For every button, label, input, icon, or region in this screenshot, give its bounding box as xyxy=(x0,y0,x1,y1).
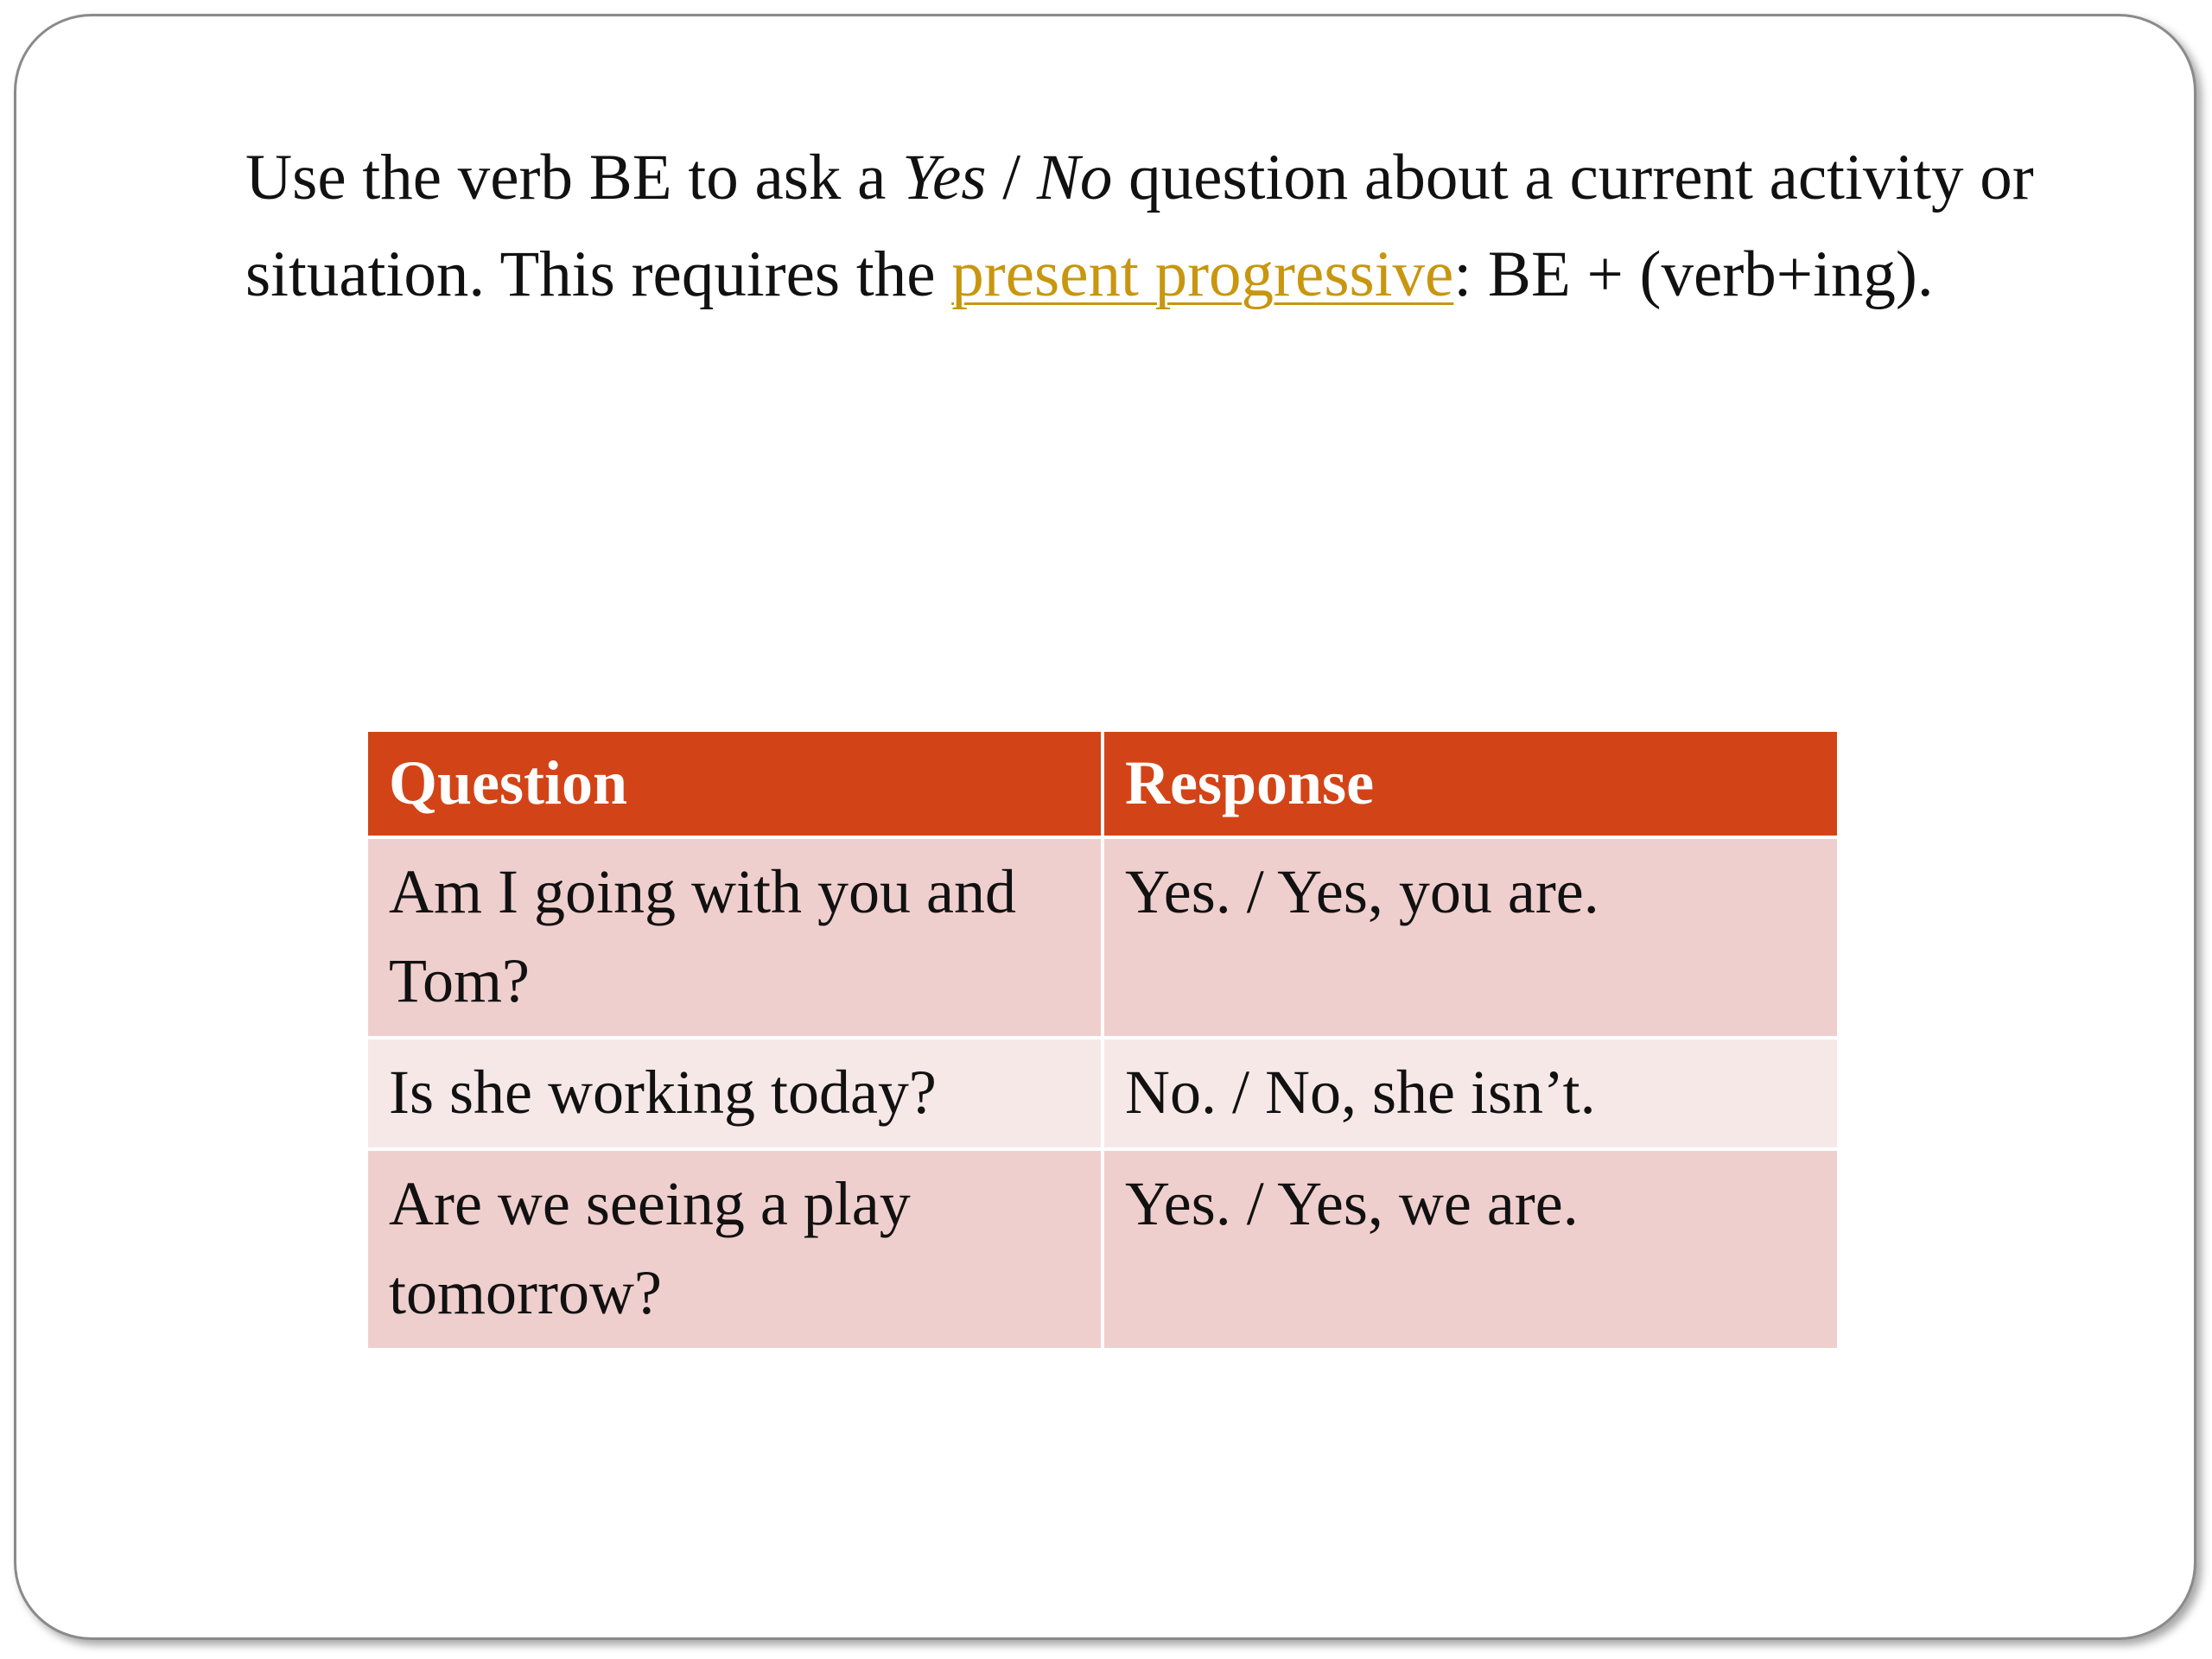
intro-paragraph xyxy=(245,130,2043,323)
intro-slash: / xyxy=(986,142,1037,213)
intro-text-3: : BE + (verb+ing). xyxy=(1453,238,1934,310)
table-row xyxy=(366,1038,1839,1149)
table-header-row xyxy=(366,730,1839,837)
question-response-table xyxy=(365,728,1840,1351)
question-cell: Is she working today? xyxy=(366,1038,1103,1149)
response-cell: Yes. / Yes, we are. xyxy=(1103,1149,1839,1350)
intro-text-2: question about a current activity or situation. This requires the xyxy=(245,142,2034,310)
table-row xyxy=(366,837,1839,1038)
intro-yes: Yes xyxy=(902,142,987,213)
intro-no: No xyxy=(1036,142,1113,213)
present-progressive-link[interactable]: present progressive xyxy=(951,238,1454,310)
header-response: Response xyxy=(1103,730,1839,837)
question-cell: Am I going with you and Tom? xyxy=(366,837,1103,1038)
header-question: Question xyxy=(366,730,1103,837)
response-cell: Yes. / Yes, you are. xyxy=(1103,837,1839,1038)
intro-text-1: Use the verb BE to ask a xyxy=(245,142,903,213)
table-row xyxy=(366,1149,1839,1350)
question-cell: Are we seeing a play tomorrow? xyxy=(366,1149,1103,1350)
response-cell: No. / No, she isn’t. xyxy=(1103,1038,1839,1149)
